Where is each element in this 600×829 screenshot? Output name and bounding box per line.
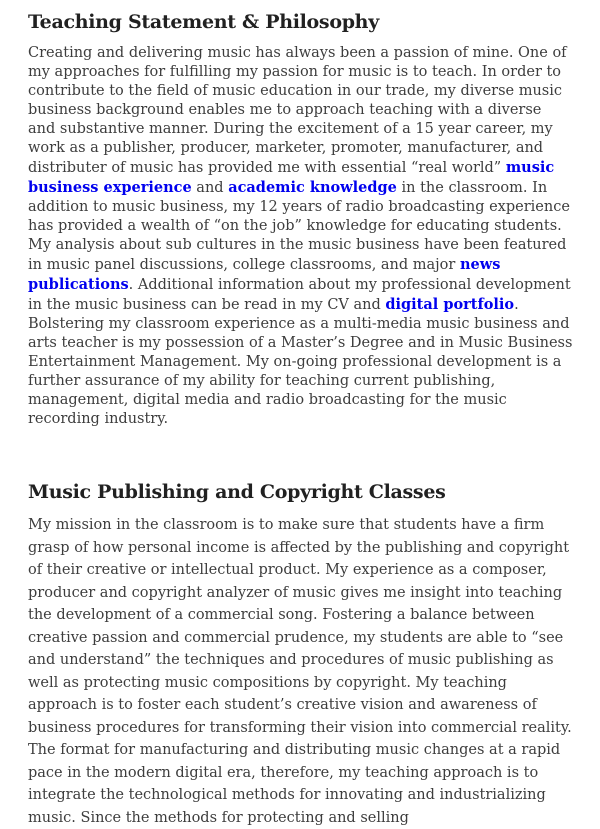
teaching-statement-paragraph: Creating and delivering music has always been a passion of mine. One of my approaches for fulfilling my passion for music is to teach. In order to contribute to the field of music education in our trade, my diverse music business background enables me to approach teaching with a diverse and substantive manner. During the excitement of a 15 year career, my work as a publisher, producer, marketer, promoter, manufacturer, and distributer of music has provided me with essential “real world” music business experience and academic knowledge in the classroom. In addition to music business, my 12 years of radio broadcasting experience has provided a wealth of “on the job” knowledge for educating students. My analysis about sub cultures in the music business have been featured in music panel discussions, college classrooms, and major news publications. Additional information about my professional development in the music business can be read in my CV and digital portfolio. Bolstering my classroom experience as a multi-media music business and arts teacher is my possession of a Master’s Degree and in Music Business Entertainment Management. My on-going professional development is a further assurance of my ability for teaching current publishing, management, digital media and radio broadcasting for the music recording industry. xyxy=(28,45,573,427)
section-music-publishing xyxy=(28,479,573,829)
academic-knowledge-link[interactable]: academic knowledge xyxy=(228,179,397,196)
teaching-statement-heading: Teaching Statement & Philosophy xyxy=(28,11,379,33)
section-teaching-statement xyxy=(28,9,573,429)
music-publishing-heading: Music Publishing and Copyright Classes xyxy=(28,481,446,503)
digital-portfolio-link[interactable]: digital portfolio xyxy=(385,296,515,313)
news-publications-link[interactable]: news publications xyxy=(28,256,501,293)
music-business-experience-link[interactable]: music business experience xyxy=(28,159,555,196)
music-publishing-paragraph: My mission in the classroom is to make sure that students have a firm grasp of how personal income is affected by the publishing and copyright of their creative or intellectual product. My experience as a composer, producer and copyright analyzer of music gives me insight into teaching the development of a commercial song. Fostering a balance between creative passion and commercial prudence, my students are able to “see and understand” the techniques and procedures of music publishing as well as protecting music compositions by copyright. My teaching approach is to foster each student’s creative vision and awareness of business procedures for transforming their vision into commercial reality. The format for manufacturing and distributing music changes at a rapid pace in the modern digital era, therefore, my teaching approach is to integrate the technological methods for innovating and industrializing music. Since the methods for protecting and selling xyxy=(28,517,572,826)
